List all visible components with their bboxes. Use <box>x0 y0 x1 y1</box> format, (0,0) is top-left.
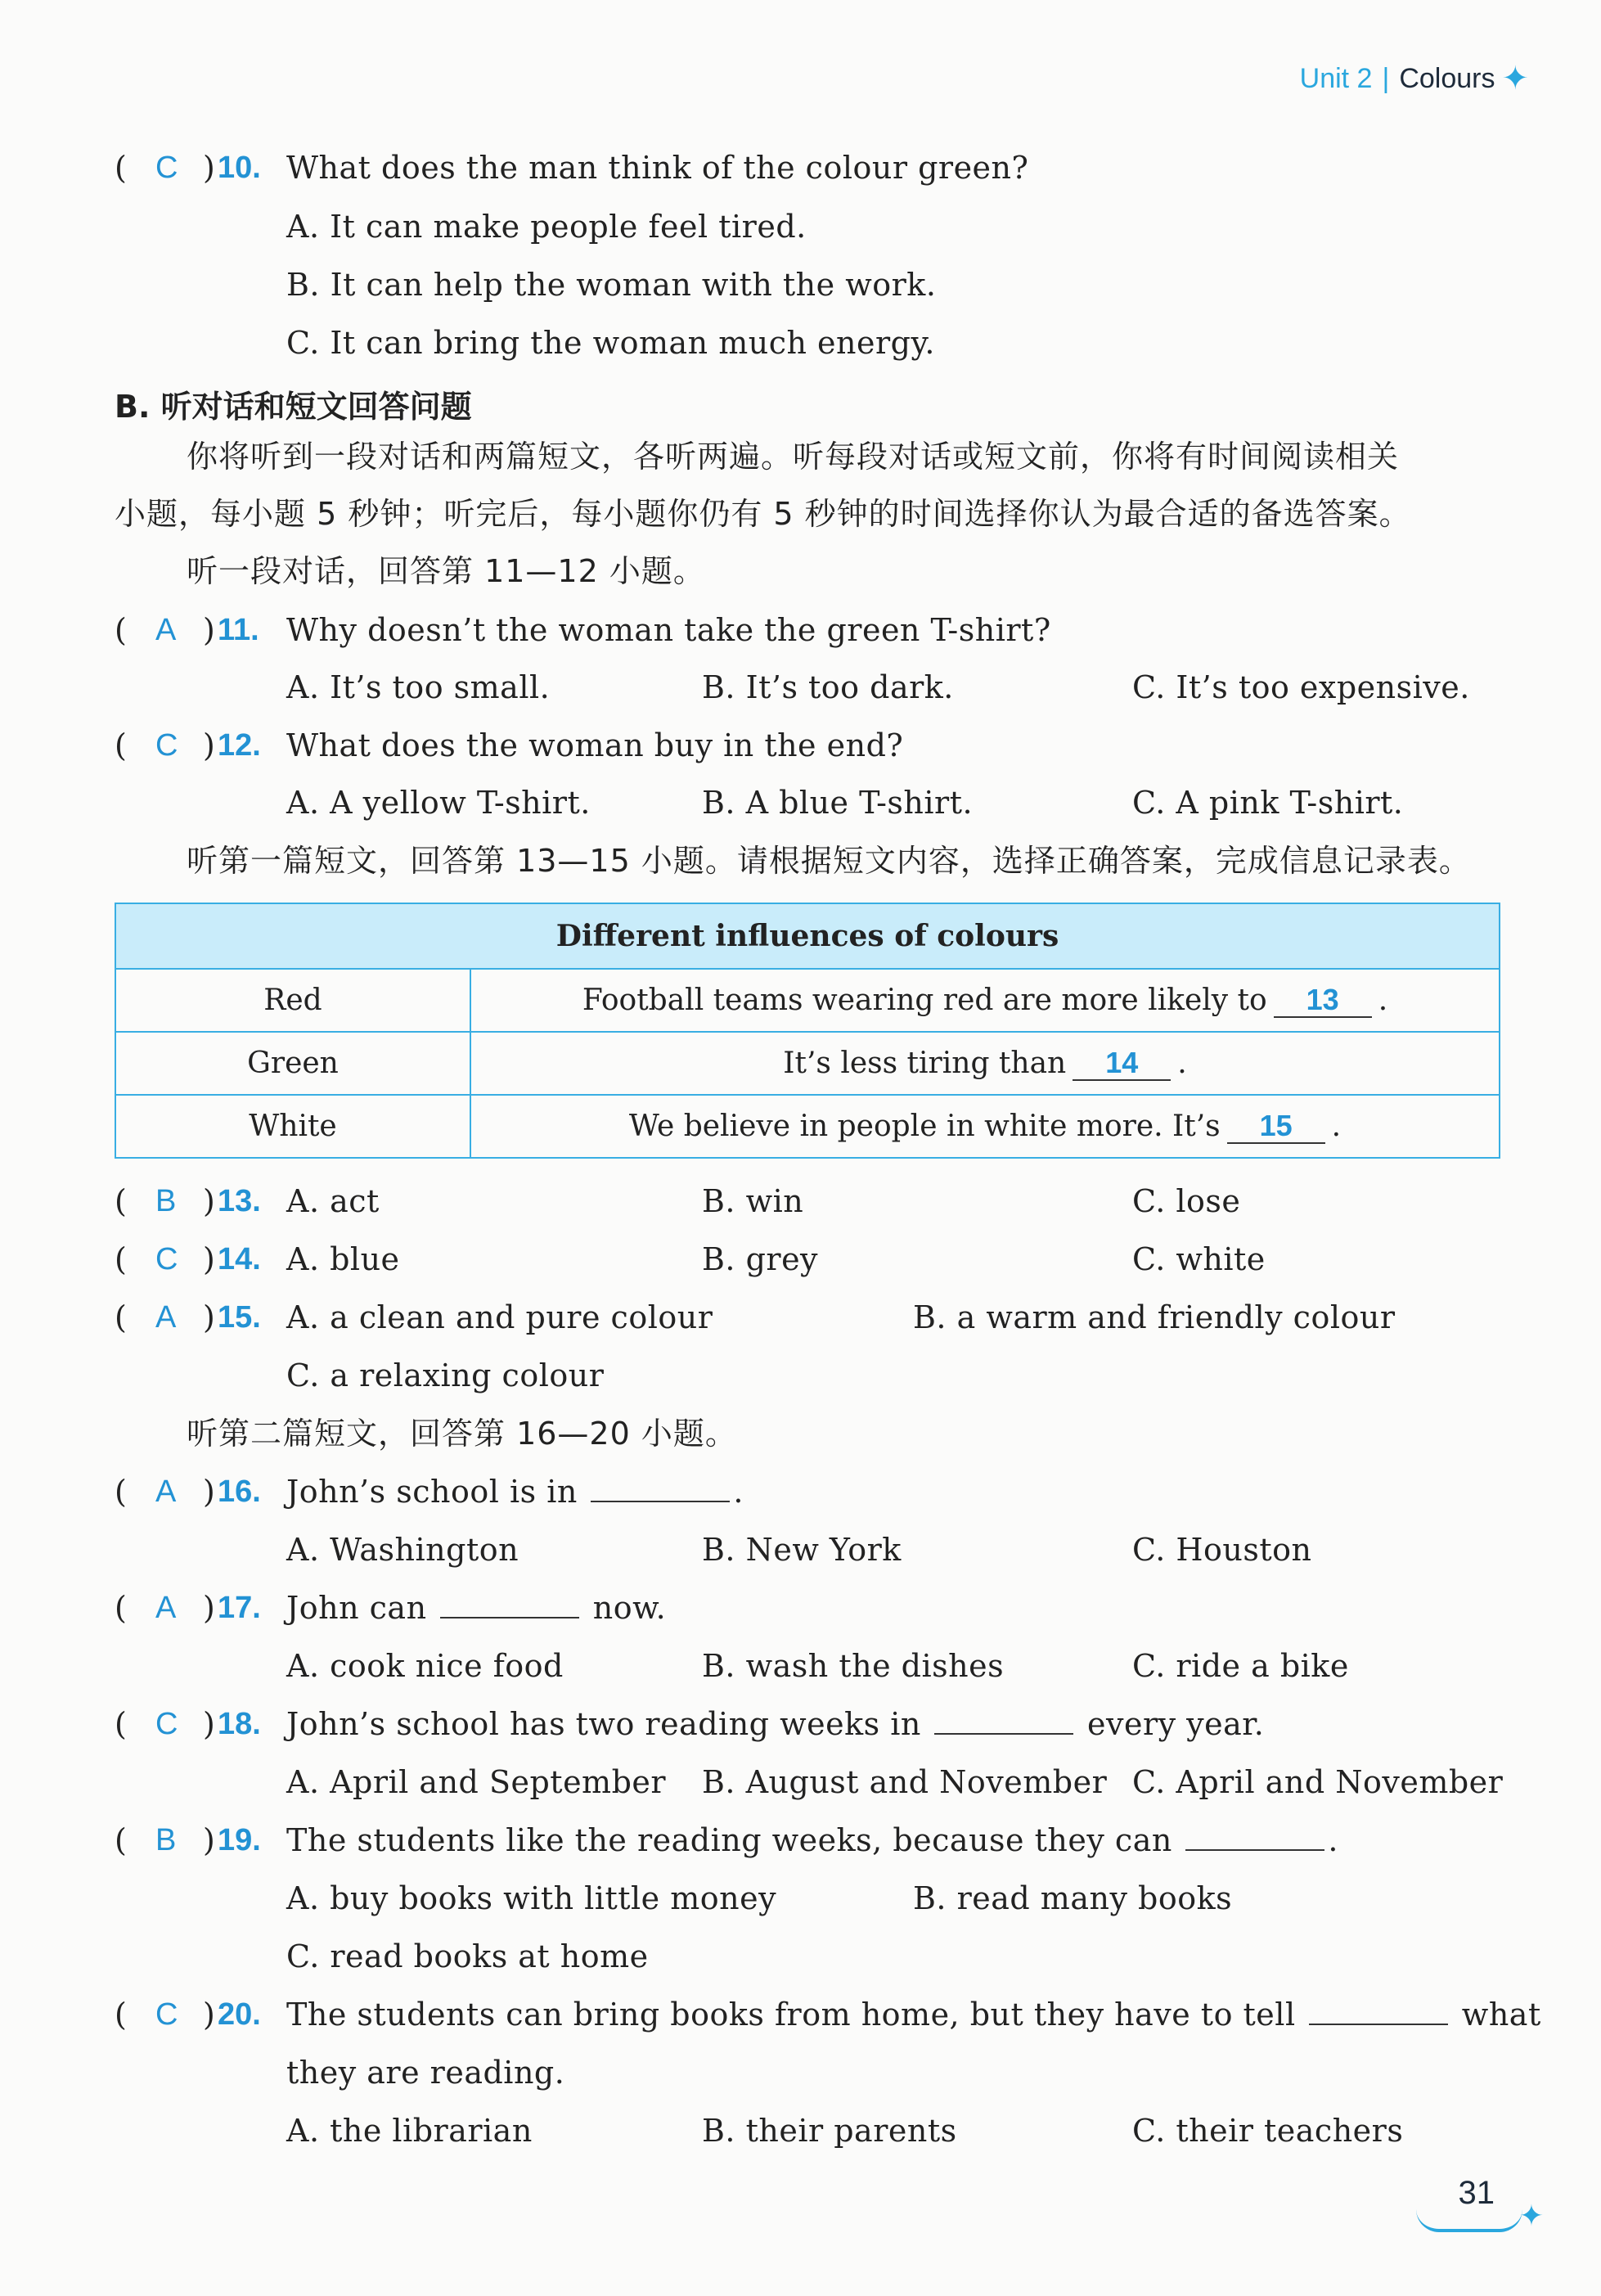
sparkle-icon: ✦ <box>1501 61 1529 97</box>
row-content <box>470 1032 1500 1095</box>
stem-end: every year. <box>1087 1706 1265 1742</box>
question-stem: Why doesn’t the woman take the green T-shirt? <box>286 612 1051 648</box>
question-number: 10. <box>218 151 261 185</box>
question-stem-continued: they are reading. <box>286 2055 565 2091</box>
answer-paren-close: ) <box>203 1706 215 1742</box>
answer-paren-close: ) <box>203 1474 215 1510</box>
option-c: C. Houston <box>1132 1532 1312 1568</box>
question-stem <box>286 1820 1338 1861</box>
row-text-end: . <box>1177 1046 1187 1080</box>
info-record-table <box>115 903 1500 1159</box>
question-stem <box>286 1587 666 1628</box>
question-stem: What does the man think of the colour green? <box>286 150 1029 186</box>
option-a: A. Washington <box>286 1532 519 1568</box>
table-row <box>115 1032 1500 1095</box>
option-b: B. their parents <box>702 2113 957 2149</box>
option-b: B. read many books <box>913 1880 1233 1916</box>
answer-mark: B <box>155 1184 177 1218</box>
option-a: A. a clean and pure colour <box>286 1299 713 1335</box>
option-a: A. the librarian <box>286 2113 533 2149</box>
question-number: 13. <box>218 1184 261 1218</box>
option-a: A. A yellow T-shirt. <box>286 785 591 821</box>
table-row <box>115 1095 1500 1158</box>
passage2-instruction: 听第二篇短文，回答第 16—20 小题。 <box>187 1416 737 1452</box>
answer-blank[interactable] <box>440 1589 579 1618</box>
option-c: C. read books at home <box>286 1938 649 1974</box>
question-number: 20. <box>218 1997 261 2032</box>
stem-end: . <box>733 1474 744 1510</box>
option-a: A. It’s too small. <box>286 669 551 705</box>
answer-mark: B <box>155 1823 177 1857</box>
answer-mark: C <box>155 1997 178 2032</box>
option-c: C. A pink T-shirt. <box>1132 785 1404 821</box>
option-c: C. lose <box>1132 1183 1241 1219</box>
row-label: Red <box>115 969 470 1032</box>
row-label: Green <box>115 1032 470 1095</box>
option-a: A. April and September <box>286 1764 667 1800</box>
unit-label: Unit 2 <box>1299 62 1373 94</box>
answer-blank[interactable] <box>934 1705 1073 1735</box>
option-c: C. their teachers <box>1132 2113 1404 2149</box>
row-text: Football teams wearing red are more likely to <box>582 983 1267 1017</box>
stem-end: what <box>1461 1997 1541 2033</box>
question-stem: What does the woman buy in the end? <box>286 727 904 763</box>
table-row <box>115 969 1500 1032</box>
option-b: B. A blue T-shirt. <box>702 785 974 821</box>
passage1-instruction: 听第一篇短文，回答第 13—15 小题。请根据短文内容，选择正确答案，完成信息记录表。 <box>187 843 1471 879</box>
option-c: C. It can bring the woman much energy. <box>286 325 935 361</box>
answer-blank[interactable] <box>1309 1996 1448 2025</box>
answer-blank[interactable] <box>1185 1821 1324 1851</box>
option-b: B. grey <box>702 1241 819 1277</box>
answer-blank-13[interactable]: 13 <box>1274 984 1372 1018</box>
option-b: B. a warm and friendly colour <box>913 1299 1396 1335</box>
question-stem <box>286 1704 1264 1745</box>
unit-title: Colours <box>1399 62 1495 94</box>
answer-mark: C <box>155 728 178 763</box>
answer-paren-open: ( <box>115 1241 127 1277</box>
question-stem <box>286 1471 744 1512</box>
option-a: A. It can make people feel tired. <box>286 209 807 245</box>
row-text-end: . <box>1331 1109 1342 1143</box>
answer-paren-open: ( <box>115 727 127 763</box>
answer-blank-14[interactable]: 14 <box>1073 1047 1171 1081</box>
answer-paren-open: ( <box>115 1474 127 1510</box>
question-number: 15. <box>218 1300 261 1335</box>
row-content <box>470 969 1500 1032</box>
option-b: B. win <box>702 1183 804 1219</box>
option-c: C. a relaxing colour <box>286 1357 605 1393</box>
option-b: B. wash the dishes <box>702 1648 1005 1684</box>
option-b: B. New York <box>702 1532 902 1568</box>
answer-mark: A <box>155 1474 177 1509</box>
option-a: A. blue <box>286 1241 400 1277</box>
option-b: B. It can help the woman with the work. <box>286 267 937 303</box>
section-intro-line2: 小题，每小题 5 秒钟；听完后，每小题你仍有 5 秒钟的时间选择你认为最合适的备选答案。 <box>115 496 1411 532</box>
row-text: We believe in people in white more. It’s <box>628 1109 1221 1143</box>
sparkle-icon: ✦ <box>1518 2199 1544 2233</box>
answer-paren-open: ( <box>115 612 127 648</box>
answer-paren-close: ) <box>203 1822 215 1858</box>
answer-paren-open: ( <box>115 1822 127 1858</box>
stem-end: now. <box>592 1590 667 1626</box>
option-a: A. act <box>286 1183 380 1219</box>
stem-end: . <box>1328 1822 1339 1858</box>
answer-mark: C <box>155 1242 178 1276</box>
answer-paren-open: ( <box>115 1997 127 2033</box>
question-number: 12. <box>218 728 261 763</box>
question-number: 11. <box>218 613 259 647</box>
answer-paren-close: ) <box>203 1590 215 1626</box>
answer-paren-close: ) <box>203 1299 215 1335</box>
header-separator: | <box>1382 62 1390 94</box>
answer-mark: C <box>155 151 178 185</box>
page-header <box>1300 62 1529 95</box>
answer-paren-open: ( <box>115 1183 127 1219</box>
question-number: 18. <box>218 1707 261 1741</box>
page-number: 31 <box>1458 2175 1495 2211</box>
option-a: A. buy books with little money <box>286 1880 777 1916</box>
question-number: 16. <box>218 1474 261 1509</box>
answer-mark: A <box>155 1300 177 1335</box>
answer-blank[interactable] <box>591 1473 730 1502</box>
answer-paren-close: ) <box>203 727 215 763</box>
question-number: 14. <box>218 1242 261 1276</box>
section-intro-line1: 你将听到一段对话和两篇短文，各听两遍。听每段对话或短文前，你将有时间阅读相关 <box>187 439 1400 475</box>
answer-paren-close: ) <box>203 612 215 648</box>
answer-paren-close: ) <box>203 1183 215 1219</box>
option-c: C. April and November <box>1132 1764 1504 1800</box>
answer-blank-15[interactable]: 15 <box>1227 1110 1325 1144</box>
question-number: 19. <box>218 1823 261 1857</box>
option-b: B. August and November <box>702 1764 1108 1800</box>
row-text-end: . <box>1378 983 1388 1017</box>
stem-text: John’s school has two reading weeks in <box>286 1706 921 1742</box>
row-label: White <box>115 1095 470 1158</box>
stem-text: John can <box>286 1590 427 1626</box>
row-text: It’s less tiring than <box>783 1046 1067 1080</box>
dialogue-instruction: 听一段对话，回答第 11—12 小题。 <box>187 553 705 589</box>
option-c: C. ride a bike <box>1132 1648 1349 1684</box>
answer-mark: A <box>155 1591 177 1625</box>
row-content <box>470 1095 1500 1158</box>
answer-paren-close: ) <box>203 1997 215 2033</box>
answer-paren-open: ( <box>115 1299 127 1335</box>
option-c: C. white <box>1132 1241 1266 1277</box>
answer-paren-open: ( <box>115 1706 127 1742</box>
table-title: Different influences of colours <box>115 903 1500 969</box>
answer-paren-open: ( <box>115 1590 127 1626</box>
page-number-swoosh <box>1416 2209 1522 2232</box>
section-title: B. 听对话和短文回答问题 <box>115 389 472 425</box>
stem-text: The students like the reading weeks, because they can <box>286 1822 1172 1858</box>
question-number: 17. <box>218 1591 261 1625</box>
answer-paren-open: ( <box>115 150 127 186</box>
stem-text: John’s school is in <box>286 1474 578 1510</box>
option-a: A. cook nice food <box>286 1648 564 1684</box>
answer-paren-close: ) <box>203 150 215 186</box>
answer-paren-close: ) <box>203 1241 215 1277</box>
stem-text: The students can bring books from home, but they have to tell <box>286 1997 1296 2033</box>
answer-mark: C <box>155 1707 178 1741</box>
question-stem <box>286 1994 1541 2035</box>
answer-mark: A <box>155 613 177 647</box>
option-c: C. It’s too expensive. <box>1132 669 1470 705</box>
option-b: B. It’s too dark. <box>702 669 954 705</box>
